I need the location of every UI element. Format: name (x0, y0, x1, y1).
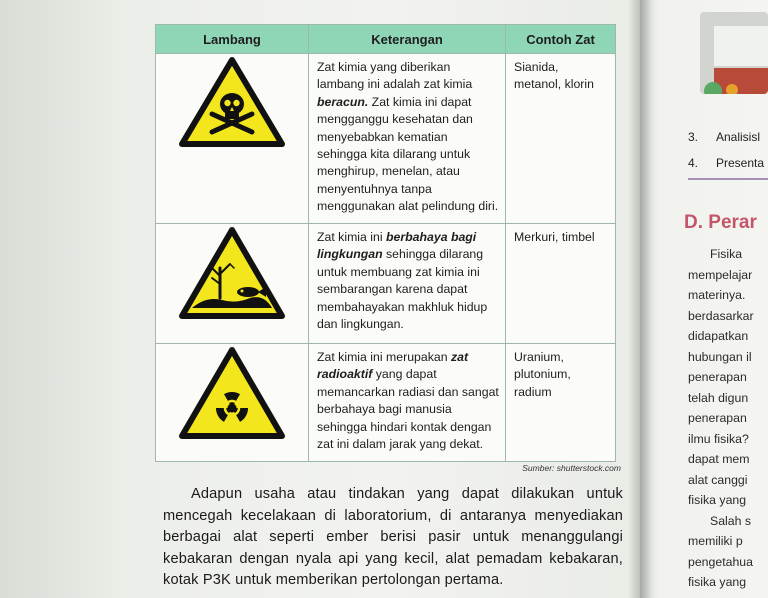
body-paragraph: Adapun usaha atau tindakan yang dapat dilakukan untuk mencegah kecelakaan di laboratorium, di antaranya menyediakan berbagai alat seperti ember berisi pasir untuk menanggulangi kebakaran dengan nyala api yang kecil, alat pemadam kebakaran, kotak P3K untuk memberikan pertolongan pertama. (163, 486, 623, 588)
symbol-cell (156, 344, 309, 462)
body-line: penerapan (688, 370, 747, 384)
symbol-cell (156, 54, 309, 224)
body-line: Fisika (710, 247, 743, 261)
list-item: 3. Analisisl (688, 130, 761, 144)
book-gutter (628, 0, 652, 598)
table-row (156, 224, 616, 344)
right-page-photo (700, 12, 768, 94)
right-page-body (690, 244, 768, 593)
highlight-term: beracun. (317, 94, 369, 109)
body-line: pengetahua (688, 554, 753, 569)
description-cell: Zat kimia ini berbahaya bagi lingkungan sehingga dilarang untuk membuang zat kimia ini sembarangan karena dapat membahayakan makhluk hidup dan lingkungan. (309, 224, 506, 344)
radioactive-icon (176, 344, 288, 444)
body-line: fisika yang (688, 575, 747, 589)
hazard-symbol-table (155, 24, 616, 462)
section-heading: D. Perar (684, 212, 757, 233)
body-line: materinya. (688, 288, 746, 302)
body-line: memiliki p (688, 534, 743, 548)
body-line: didapatkan (688, 329, 749, 343)
body-line: penerapan (688, 411, 747, 425)
description-cell: Zat kimia ini merupakan zat radioaktif yang dapat memancarkan radiasi dan sangat berbahaya bagi manusia sehingga hindari kontak dengan zat ini dalam jarak yang dekat. (309, 344, 506, 462)
body-line: alat canggi (688, 472, 748, 487)
description-cell: Zat kimia yang diberikan lambang ini adalah zat kimia beracun. Zat kimia ini dapat mengganggu kesehatan dan menyebabkan kematian sehingga kita dilarang untuk menghirup, menelan, atau menyentuhnya tanpa menggunakan alat pelindung diri. (309, 54, 506, 224)
example-cell: Uranium, plutonium, radium (506, 344, 616, 462)
header-keterangan: Keterangan (309, 25, 506, 54)
highlight-term: berbahaya bagi lingkungan (317, 230, 477, 262)
body-line: telah digun (688, 390, 749, 405)
section-divider (688, 178, 768, 180)
right-page-list (688, 124, 768, 176)
list-item: 4. Presenta (688, 156, 765, 170)
body-line: Salah s (710, 513, 752, 528)
symbol-cell (156, 224, 309, 344)
highlight-term: zat radioaktif (317, 350, 469, 382)
header-contoh-zat: Contoh Zat (506, 25, 616, 54)
body-line: mempelajar (688, 267, 753, 282)
body-line: dapat mem (688, 452, 750, 466)
body-line: fisika yang (688, 493, 747, 507)
orange-badge-icon (726, 84, 738, 94)
skull-crossbones-toxic-icon (176, 54, 288, 150)
table-row (156, 54, 616, 224)
table-header-row (156, 25, 616, 54)
body-line: hubungan il (688, 349, 752, 364)
green-badge-icon (704, 82, 722, 94)
body-line: berdasarkar (688, 308, 754, 323)
example-cell: Sianida, metanol, klorin (506, 54, 616, 224)
table-row (156, 344, 616, 462)
body-line: ilmu fisika? (688, 431, 749, 446)
example-cell: Merkuri, timbel (506, 224, 616, 344)
header-lambang: Lambang (156, 25, 309, 54)
image-source-caption: Sumber: shutterstock.com (522, 463, 621, 473)
environmental-hazard-icon (176, 224, 288, 324)
